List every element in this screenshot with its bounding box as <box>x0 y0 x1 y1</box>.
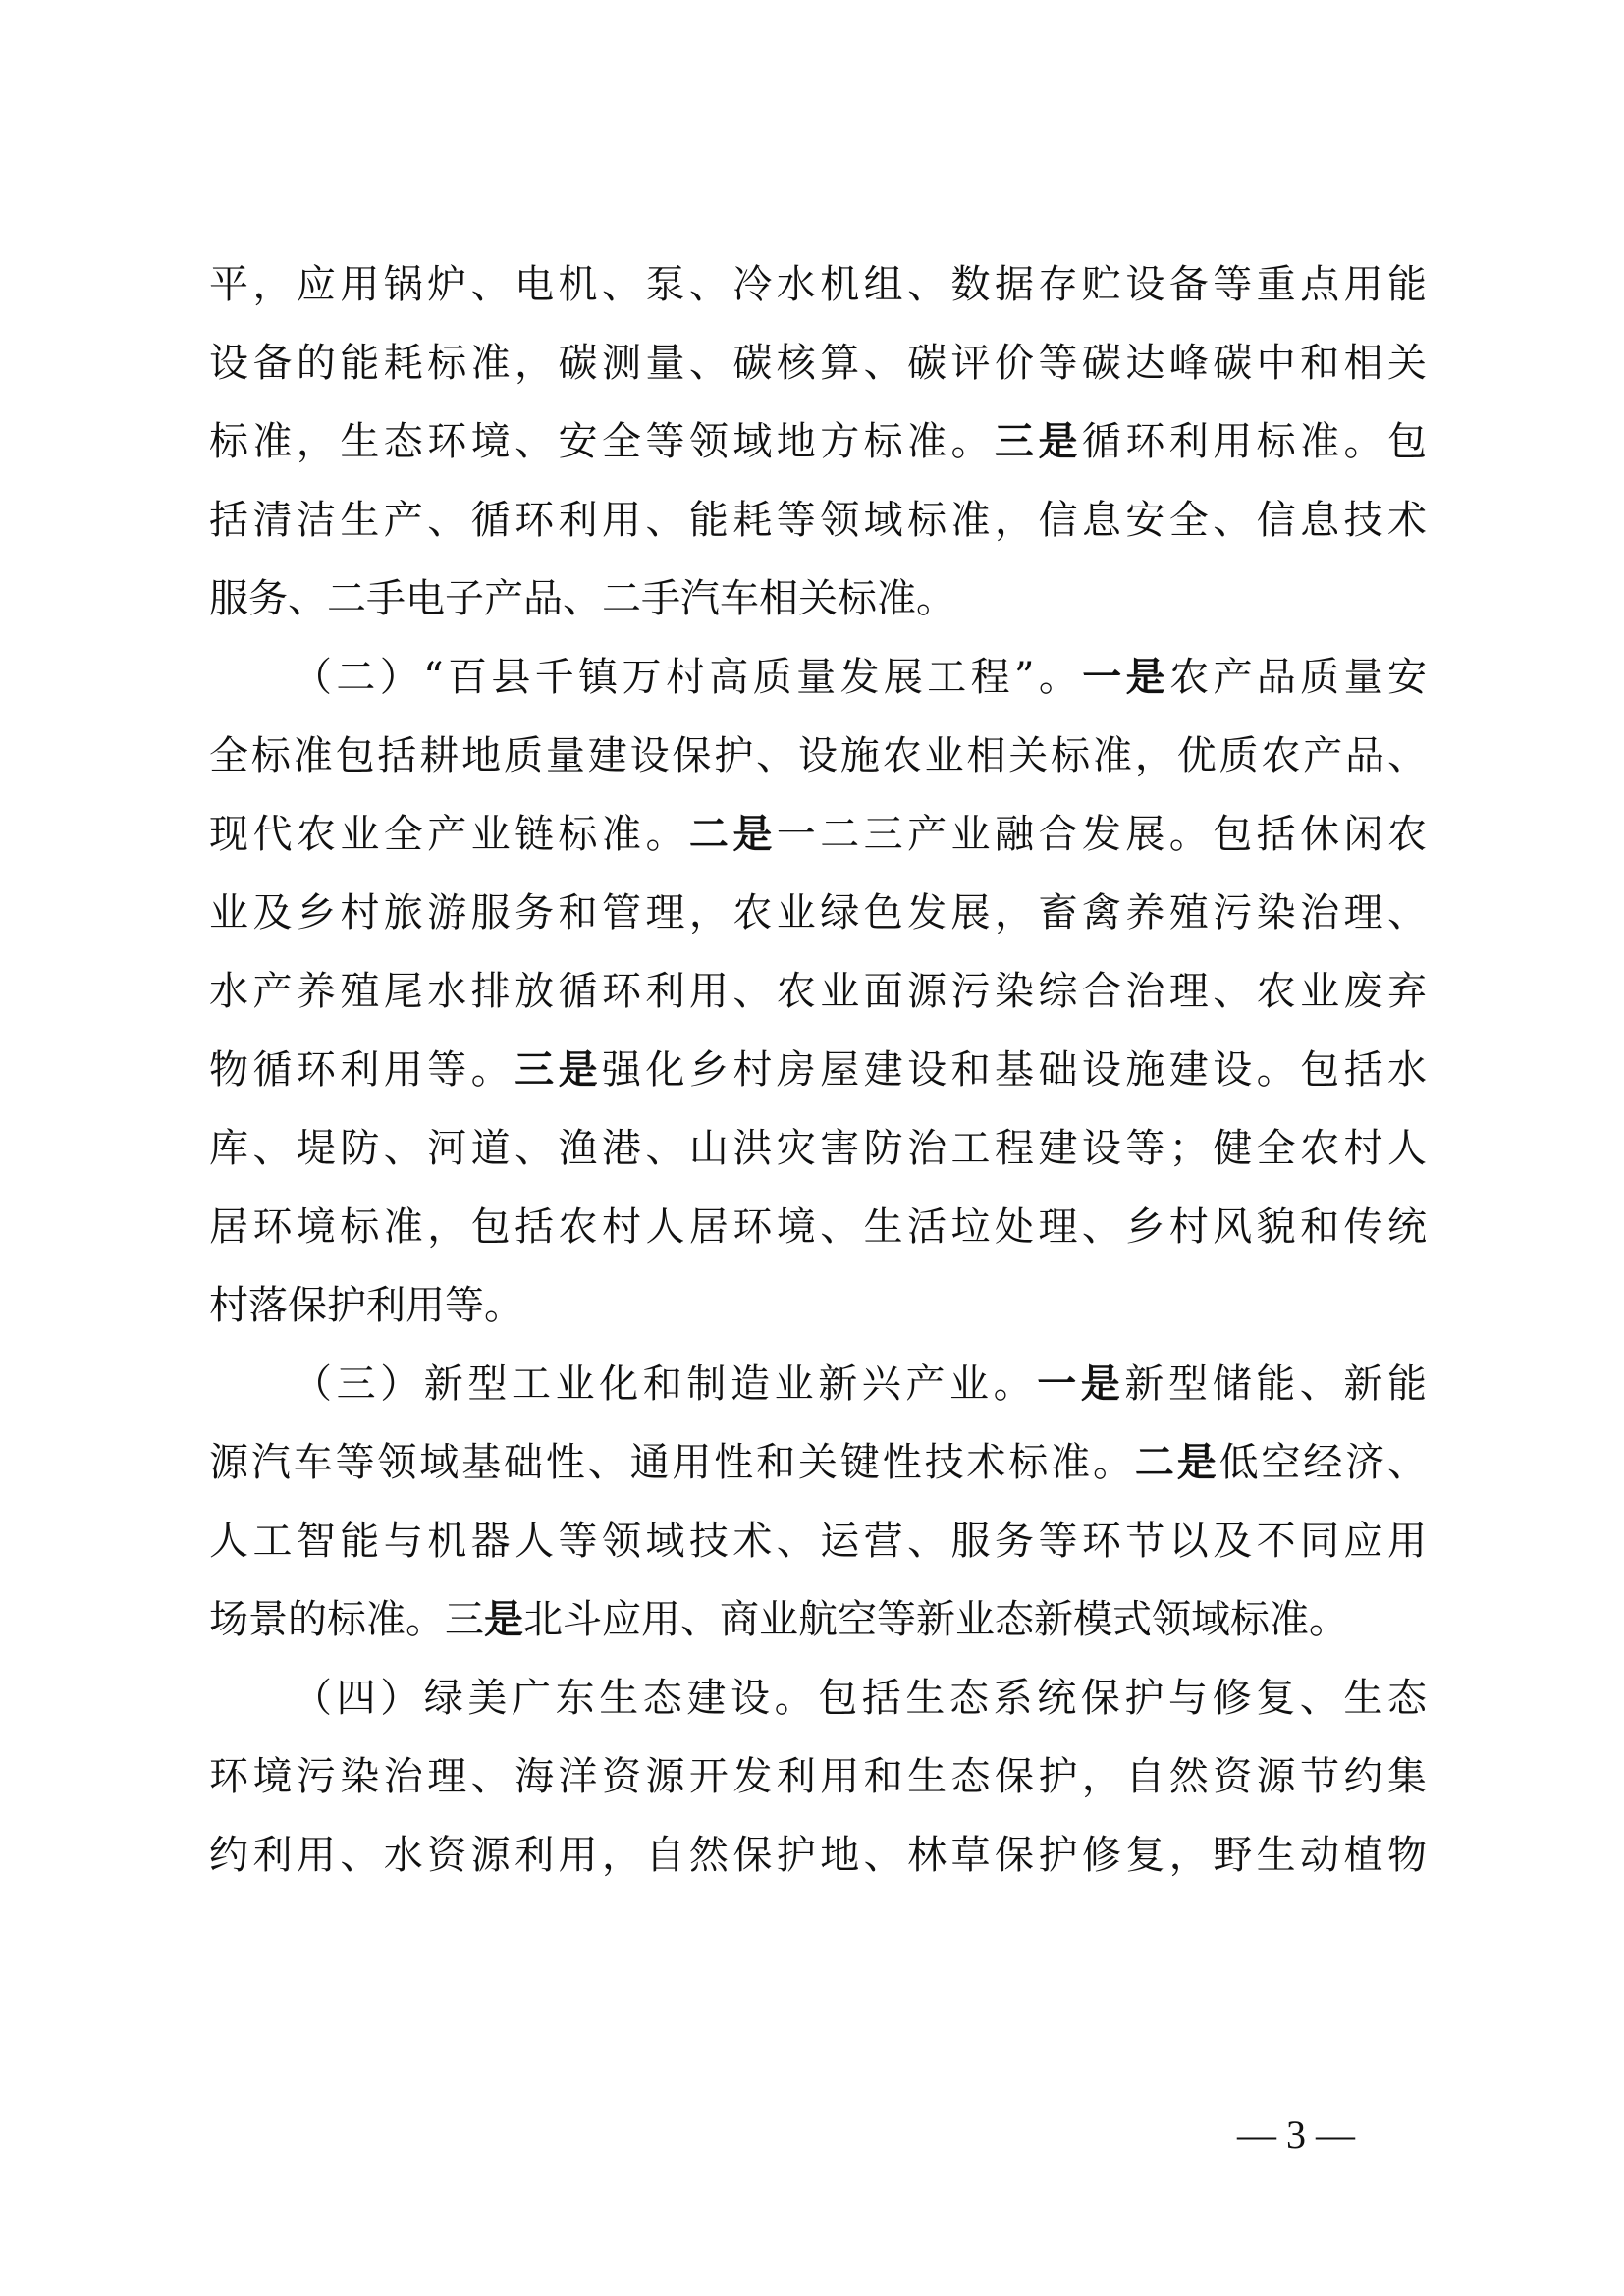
text-segment: 业及乡村旅游服务和管理，农业绿色发展，畜禽养殖污染治理、 <box>209 890 1427 935</box>
text-segment: 源汽车等领域基础性、通用性和关键性技术标准。 <box>209 1440 1135 1485</box>
text-segment: （三）新型工业化和制造业新兴产业。 <box>293 1362 1038 1407</box>
text-segment: 全标准包括耕地质量建设保护、设施农业相关标准，优质农产品、 <box>209 733 1427 778</box>
text-segment: 农产品质量安 <box>1169 655 1428 700</box>
text-segment: 强化乡村房屋建设和基础设施建设。包括水 <box>602 1047 1428 1093</box>
text-line <box>209 795 1427 874</box>
text-line <box>209 1423 1427 1502</box>
text-segment: 约利用、水资源利用，自然保护地、林草保护修复，野生动植物 <box>209 1833 1427 1878</box>
bold-keyword: 三是 <box>514 1046 603 1093</box>
text-line <box>209 481 1427 560</box>
text-segment: 括清洁生产、循环利用、能耗等领域标准，信息安全、信息技术 <box>209 498 1427 543</box>
text-line <box>209 245 1427 324</box>
text-line <box>209 1031 1427 1109</box>
text-line <box>209 1502 1427 1580</box>
text-segment: 标准，生态环境、安全等领域地方标准。 <box>209 419 995 464</box>
text-segment: 村落保护利用等。 <box>209 1283 523 1328</box>
text-segment: 新型储能、新能 <box>1124 1362 1428 1407</box>
bold-keyword: 二是 <box>1134 1439 1219 1485</box>
text-segment: 居环境标准，包括农村人居环境、生活垃处理、乡村风貌和传统 <box>209 1204 1427 1250</box>
text-line <box>209 1816 1427 1895</box>
text-line <box>209 560 1427 638</box>
text-line <box>209 1109 1427 1188</box>
text-line <box>209 1266 1427 1345</box>
text-line <box>209 324 1427 402</box>
bold-keyword: 一是 <box>1037 1361 1125 1407</box>
text-segment: 循环利用标准。包 <box>1081 419 1428 464</box>
text-segment: 服务、二手电子产品、二手汽车相关标准。 <box>209 576 955 621</box>
text-line <box>209 952 1427 1031</box>
text-line <box>209 717 1427 795</box>
text-line <box>209 1737 1427 1816</box>
text-line <box>293 638 1427 717</box>
page-number: — 3 — <box>1237 2112 1355 2157</box>
text-line <box>209 402 1427 481</box>
text-segment: 水产养殖尾水排放循环利用、农业面源污染综合治理、农业废弃 <box>209 969 1427 1014</box>
text-segment: 现代农业全产业链标准。 <box>209 812 689 857</box>
text-segment: 库、堤防、河道、渔港、山洪灾害防治工程建设等；健全农村人 <box>209 1126 1427 1171</box>
text-segment: 低空经济、 <box>1218 1440 1428 1485</box>
text-line <box>293 1659 1427 1737</box>
text-segment: 环境污染治理、海洋资源开发利用和生态保护，自然资源节约集 <box>209 1754 1427 1799</box>
text-line <box>209 874 1427 952</box>
text-segment: 平，应用锅炉、电机、泵、冷水机组、数据存贮设备等重点用能 <box>209 262 1427 307</box>
text-line <box>209 1580 1427 1659</box>
text-segment: 北斗应用、商业航空等新业态新模式领域标准。 <box>523 1597 1348 1642</box>
text-segment: 物循环利用等。 <box>209 1047 515 1093</box>
bold-keyword: 二是 <box>688 811 777 857</box>
text-line <box>209 1188 1427 1266</box>
text-segment: 人工智能与机器人等领域技术、运营、服务等环节以及不同应用 <box>209 1519 1427 1564</box>
bold-keyword: 是 <box>484 1596 523 1642</box>
text-segment: 一二三产业融合发展。包括休闲农 <box>776 812 1428 857</box>
text-segment: （四）绿美广东生态建设。包括生态系统保护与修复、生态 <box>293 1676 1427 1721</box>
text-segment: 设备的能耗标准，碳测量、碳核算、碳评价等碳达峰碳中和相关 <box>209 341 1427 386</box>
text-segment: 场景的标准。三 <box>209 1597 484 1642</box>
text-segment: （二）“百县千镇万村高质量发展工程”。 <box>293 655 1083 700</box>
bold-keyword: 一是 <box>1082 654 1170 700</box>
text-line <box>293 1345 1427 1423</box>
bold-keyword: 三是 <box>995 418 1082 464</box>
